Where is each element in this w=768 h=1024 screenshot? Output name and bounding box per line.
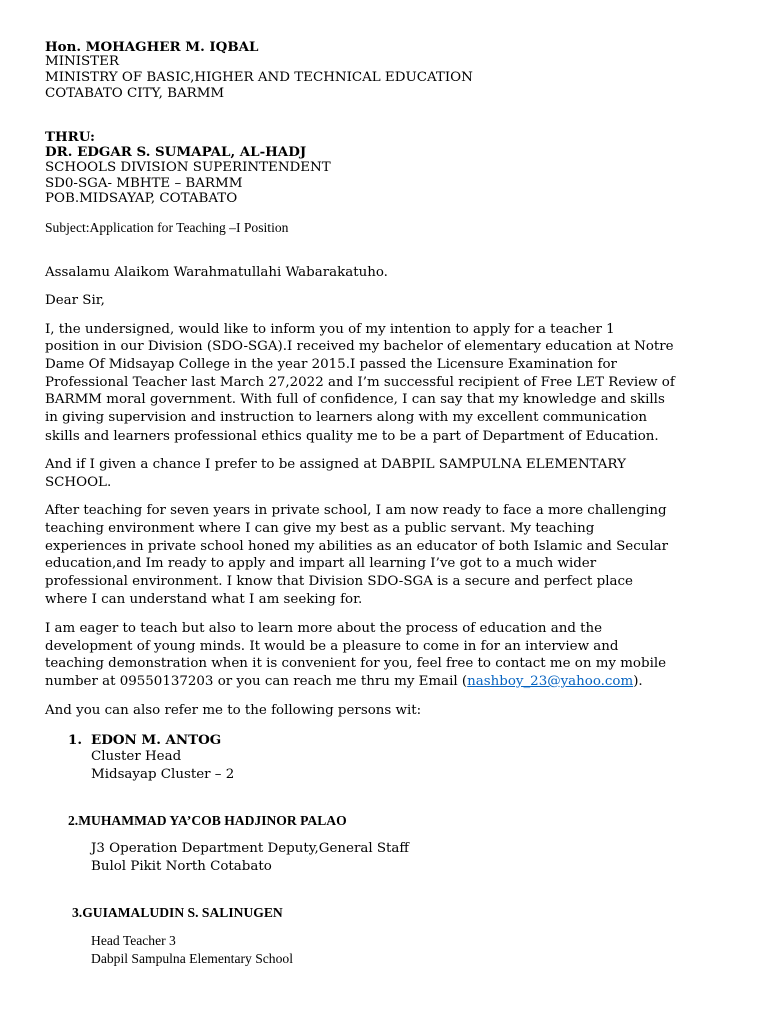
thru-address: POB.MIDSAYAP, COTABATO <box>45 191 238 206</box>
reference-name: GUIAMALUDIN S. SALINUGEN <box>82 905 283 920</box>
paragraph-line: development of young minds. It would be a pleasure to come in for an interview and <box>45 639 619 654</box>
paragraph-line: Professional Teacher last March 27,2022 and I’m successful recipient of Free LET Review of <box>45 375 675 390</box>
paragraph-line: skills and learners professional ethics quality me to be a part of Department of Education. <box>45 429 659 444</box>
reference-heading <box>68 812 347 830</box>
thru-name: DR. EDGAR S. SUMAPAL, AL-HADJ <box>45 144 307 160</box>
recipient-name: Hon. MOHAGHER M. IQBAL <box>45 39 259 55</box>
reference-name: MUHAMMAD YA’COB HADJINOR PALAO <box>78 813 347 828</box>
reference-detail: Bulol Pikit North Cotabato <box>91 859 272 874</box>
reference-detail: J3 Operation Department Deputy,General Staff <box>91 841 409 856</box>
islamic-greeting: Assalamu Alaikom Warahmatullahi Wabarakatuho. <box>45 265 388 280</box>
recipient-title: MINISTER <box>45 54 119 69</box>
contact-text: number at 09550137203 or you can reach me thru my Email ( <box>45 674 468 689</box>
paragraph-line: experiences in private school honed my abilities as an educator of both Islamic and Secular <box>45 539 668 554</box>
paragraph-line: education,and Im ready to apply and impart all learning I’ve got to a much wider <box>45 556 597 571</box>
paragraph-line: I, the undersigned, would like to inform you of my intention to apply for a teacher 1 <box>45 322 615 337</box>
salutation: Dear Sir, <box>45 293 105 308</box>
paragraph-line: where I can understand what I am seeking for. <box>45 592 363 607</box>
references-intro: And you can also refer me to the following persons wit: <box>45 703 422 718</box>
reference-name: EDON M. ANTOG <box>91 732 222 748</box>
reference-detail: Head Teacher 3 <box>91 933 176 948</box>
paragraph-line: After teaching for seven years in private school, I am now ready to face a more challenging <box>45 503 667 518</box>
paragraph-line: Dame Of Midsayap College in the year 2015.I passed the Licensure Examination for <box>45 357 617 372</box>
paragraph-line: And if I given a chance I prefer to be assigned at DABPIL SAMPULNA ELEMENTARY <box>45 457 626 472</box>
reference-number: 3. <box>72 905 83 920</box>
contact-text-end: ). <box>633 674 643 689</box>
paragraph-line: professional environment. I know that Division SDO-SGA is a secure and perfect place <box>45 574 633 589</box>
reference-detail: Cluster Head <box>91 749 182 764</box>
email-link[interactable]: nashboy_23@yahoo.com <box>467 674 634 689</box>
recipient-location: COTABATO CITY, BARMM <box>45 86 225 101</box>
paragraph-line: teaching demonstration when it is convenient for you, feel free to contact me on my mobile <box>45 656 667 671</box>
reference-detail: Dabpil Sampulna Elementary School <box>91 951 293 966</box>
paragraph-line-email <box>45 673 643 691</box>
thru-label: THRU: <box>45 129 95 145</box>
subject-line: Subject:Application for Teaching –I Position <box>45 220 289 235</box>
paragraph-line: I am eager to teach but also to learn more about the process of education and the <box>45 621 603 636</box>
paragraph-line: teaching environment where I can give my best as a public servant. My teaching <box>45 521 595 536</box>
thru-title: SCHOOLS DIVISION SUPERINTENDENT <box>45 160 331 175</box>
thru-office: SD0-SGA- MBHTE – BARMM <box>45 176 243 191</box>
reference-heading <box>72 904 283 922</box>
reference-number: 2. <box>68 813 79 828</box>
paragraph-line: BARMM moral government. With full of confidence, I can say that my knowledge and skills <box>45 392 665 407</box>
reference-detail: Midsayap Cluster – 2 <box>91 767 235 782</box>
reference-number: 1. <box>68 732 82 748</box>
paragraph-line: in giving supervision and instruction to learners along with my excellent communication <box>45 410 648 425</box>
recipient-ministry: MINISTRY OF BASIC,HIGHER AND TECHNICAL EDUCATION <box>45 70 473 85</box>
paragraph-line: SCHOOL. <box>45 475 112 490</box>
paragraph-line: position in our Division (SDO-SGA).I received my bachelor of elementary education at Notre <box>45 339 674 354</box>
